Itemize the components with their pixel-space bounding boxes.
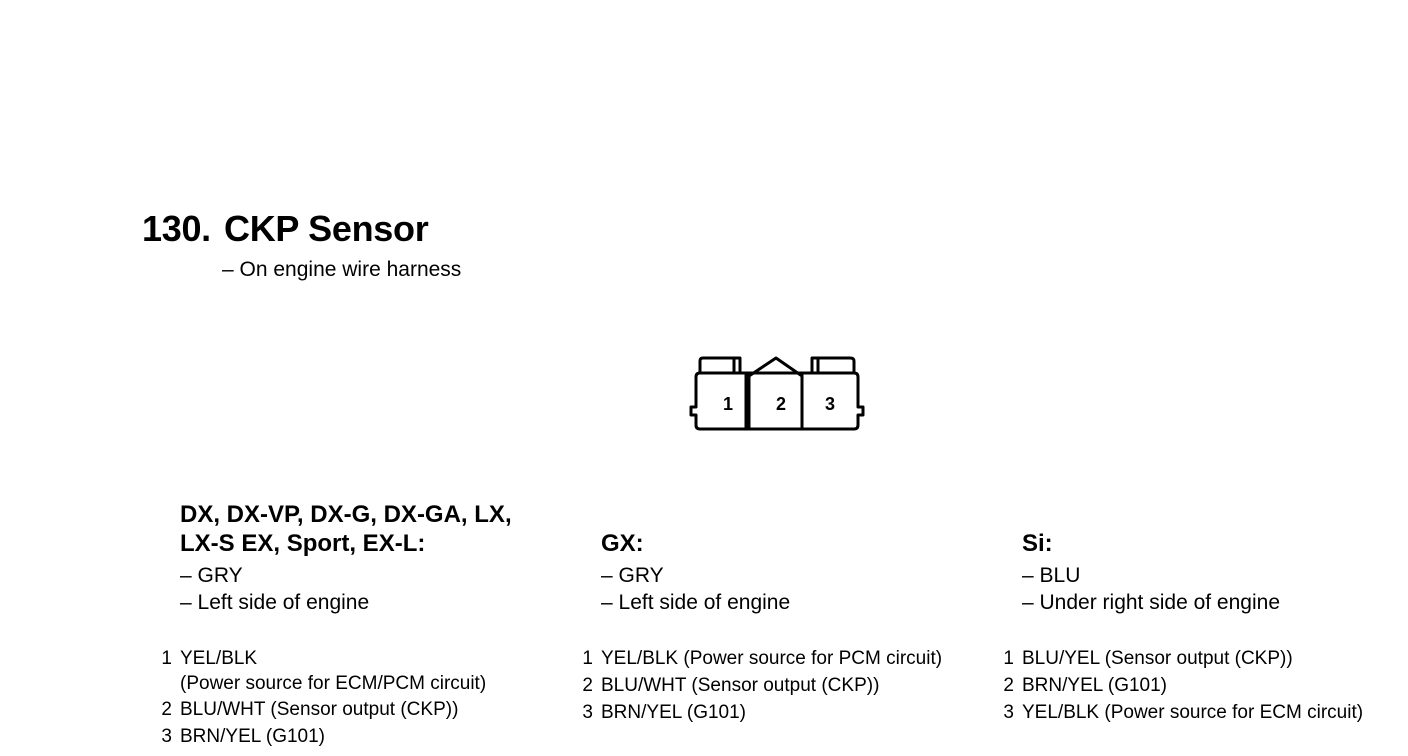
model-list-line-1: DX, DX-VP, DX-G, DX-GA, LX, bbox=[180, 501, 512, 528]
connector-diagram bbox=[688, 355, 866, 435]
models-column-gx bbox=[601, 529, 644, 558]
models-column-si bbox=[1022, 529, 1053, 558]
connector-color: – GRY bbox=[601, 564, 664, 587]
harness-location: – On engine wire harness bbox=[222, 258, 462, 281]
list-item: 2 BRN/YEL (G101) bbox=[1003, 675, 1168, 696]
list-item: 1 YEL/BLK (Power source for ECM/PCM circuit) bbox=[161, 648, 487, 694]
connector-color: – GRY bbox=[180, 564, 243, 587]
list-item: 3 BRN/YEL (G101) bbox=[161, 726, 326, 747]
section-title: CKP Sensor bbox=[224, 208, 429, 249]
connector-location: – Under right side of engine bbox=[1022, 591, 1280, 614]
model-list-line-1: Si: bbox=[1022, 530, 1053, 557]
pin-list-si bbox=[1000, 645, 1363, 726]
connector-info-dx bbox=[180, 562, 369, 616]
pin-1-label: 1 bbox=[722, 394, 734, 414]
list-item: 1 BLU/YEL (Sensor output (CKP)) bbox=[1003, 648, 1293, 669]
pin-3-label: 3 bbox=[824, 394, 836, 414]
model-list-line-1: GX: bbox=[601, 530, 644, 557]
connector-info-gx bbox=[601, 562, 790, 616]
page-title bbox=[142, 208, 428, 250]
section-number: 130. bbox=[142, 208, 211, 249]
pin-2-label: 2 bbox=[775, 394, 787, 414]
connector-location: – Left side of engine bbox=[601, 591, 791, 614]
list-item: 3 YEL/BLK (Power source for ECM circuit) bbox=[1003, 702, 1364, 723]
pin-list-gx bbox=[579, 645, 942, 726]
connector-color: – BLU bbox=[1022, 564, 1081, 587]
list-item: 1 YEL/BLK (Power source for PCM circuit) bbox=[582, 648, 943, 669]
model-list-line-2: LX-S EX, Sport, EX-L: bbox=[180, 530, 426, 557]
list-item: 3 BRN/YEL (G101) bbox=[582, 702, 747, 723]
pin-list-dx bbox=[158, 645, 486, 750]
models-column-dx bbox=[180, 500, 512, 558]
connector-info-si bbox=[1022, 562, 1280, 616]
connector-location: – Left side of engine bbox=[180, 591, 370, 614]
list-item: 2 BLU/WHT (Sensor output (CKP)) bbox=[582, 675, 880, 696]
list-item: 2 BLU/WHT (Sensor output (CKP)) bbox=[161, 699, 459, 720]
